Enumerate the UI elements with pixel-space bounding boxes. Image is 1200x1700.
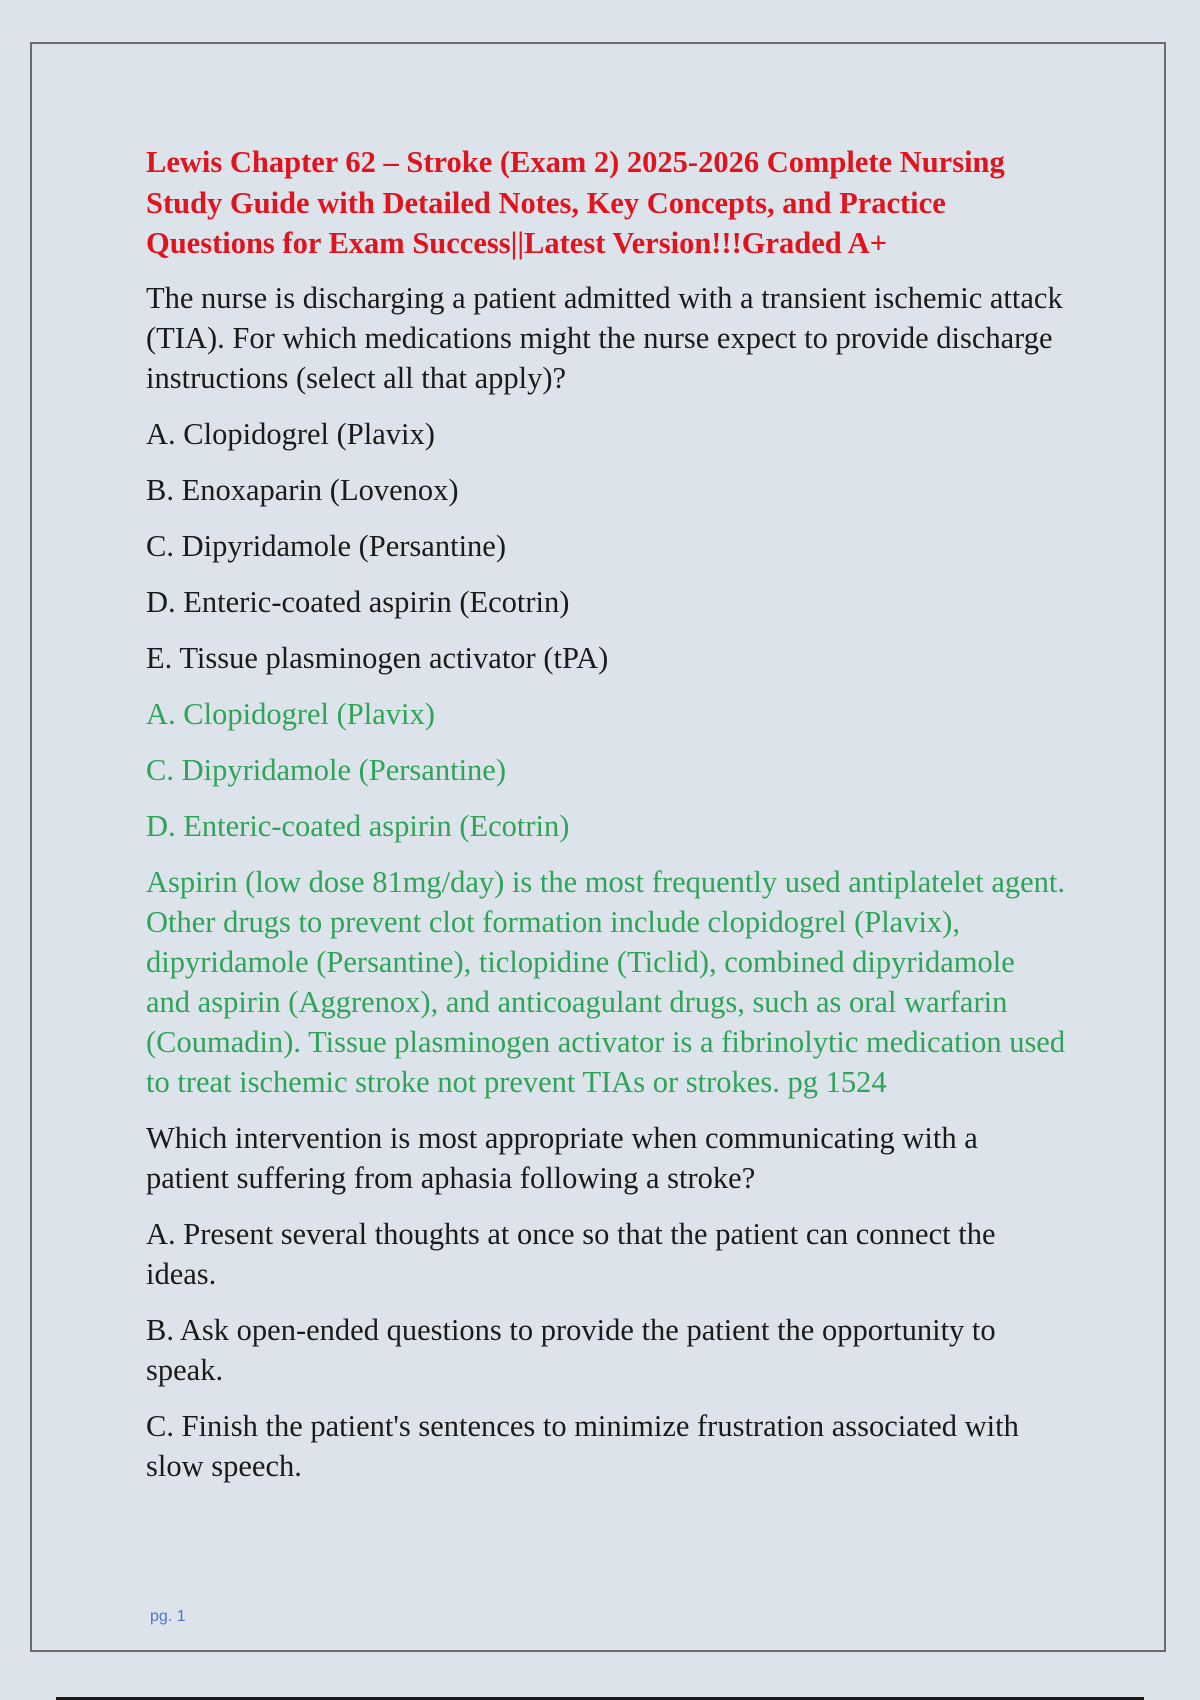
- question-1-option-b: B. Enoxaparin (Lovenox): [146, 472, 459, 507]
- document-title: Lewis Chapter 62 – Stroke (Exam 2) 2025-2026 Complete Nursing Study Guide with Detailed Notes, Key Concepts, and Practice Questions for Exam Success||Latest Version!!!Graded A+: [146, 145, 1005, 260]
- question-1-answer-a: A. Clopidogrel (Plavix): [146, 696, 435, 731]
- question-1-option-d: D. Enteric-coated aspirin (Ecotrin): [146, 584, 570, 619]
- question-2-option-b: B. Ask open-ended questions to provide the patient the opportunity to speak.: [146, 1312, 996, 1387]
- question-1-answer-d: D. Enteric-coated aspirin (Ecotrin): [146, 808, 570, 843]
- question-2-option-a: A. Present several thoughts at once so that the patient can connect the ideas.: [146, 1216, 996, 1291]
- question-1-answer-c: C. Dipyridamole (Persantine): [146, 752, 506, 787]
- page-number: pg. 1: [150, 1608, 186, 1625]
- question-2-stem: Which intervention is most appropriate when communicating with a patient suffering from aphasia following a stroke?: [146, 1120, 978, 1195]
- question-1-rationale: Aspirin (low dose 81mg/day) is the most frequently used antiplatelet agent. Other drugs to prevent clot formation include clopidogrel (Plavix), dipyridamole (Persantine), ticlopidine (Ticlid), combined dipyridamole and aspirin (Aggrenox), and anticoagulant drugs, such as oral warfarin (Coumadin). Tissue plasminogen activator is a fibrinolytic medication used to treat ischemic stroke not prevent TIAs or strokes. pg 1524: [146, 864, 1066, 1099]
- question-1-option-c: C. Dipyridamole (Persantine): [146, 528, 506, 563]
- question-1-option-a: A. Clopidogrel (Plavix): [146, 416, 435, 451]
- question-1-option-e: E. Tissue plasminogen activator (tPA): [146, 640, 609, 675]
- question-1-stem: The nurse is discharging a patient admitted with a transient ischemic attack (TIA). For which medications might the nurse expect to provide discharge instructions (select all that apply)?: [146, 280, 1063, 395]
- document-body: [146, 142, 1066, 1502]
- question-2-option-c: C. Finish the patient's sentences to minimize frustration associated with slow speech.: [146, 1408, 1019, 1483]
